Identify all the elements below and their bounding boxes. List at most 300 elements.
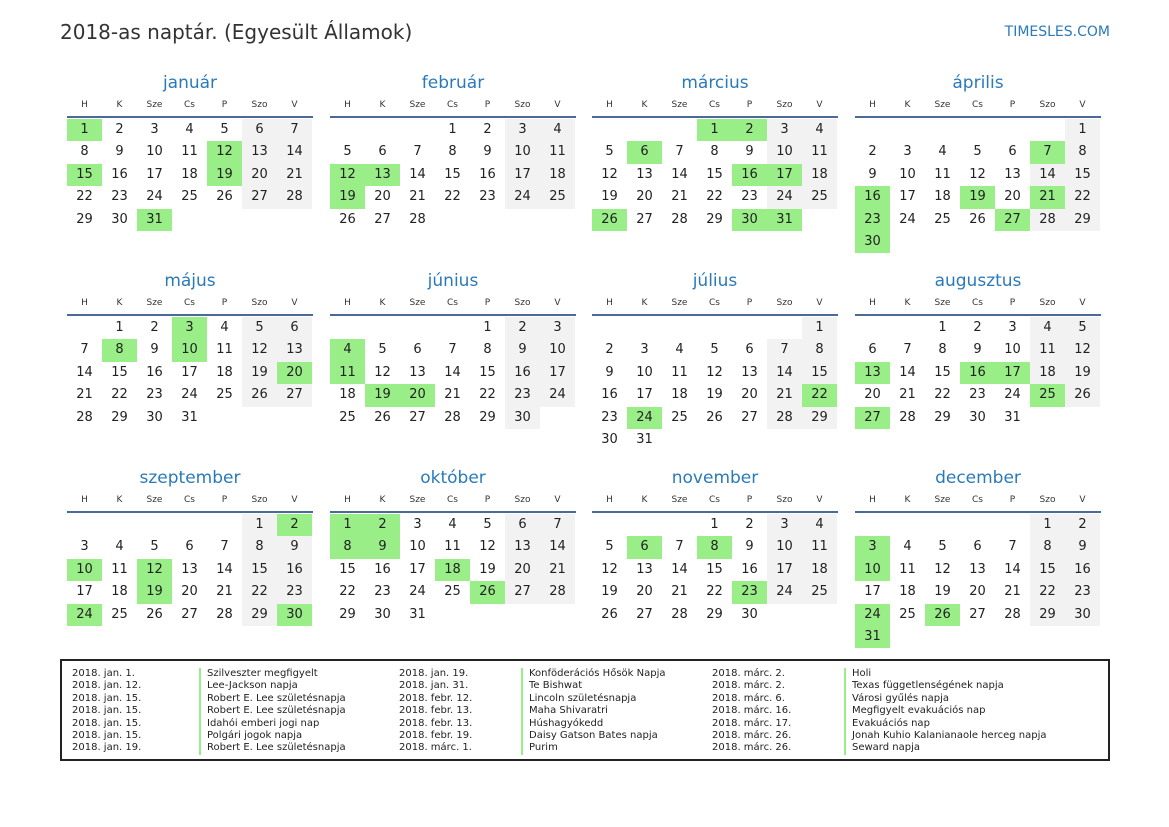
day-cell: 5 <box>938 539 947 555</box>
day-cell: 19 <box>706 387 723 403</box>
day-cell: 28 <box>671 211 688 227</box>
legend-date: 2018. jan. 15. <box>72 692 142 704</box>
day-cell: 16 <box>277 559 312 581</box>
day-cell: 21 <box>767 384 802 406</box>
day-cell: 29 <box>479 409 496 425</box>
day-cell: 1 <box>710 517 719 532</box>
day-cell: 15 <box>111 364 128 380</box>
day-cell: 14 <box>409 166 426 182</box>
day-cell: 11 <box>444 539 461 555</box>
empty-cell <box>960 119 995 141</box>
legend-column-names-1 <box>199 668 346 755</box>
day-cell: 27 <box>409 409 426 425</box>
day-cell: 21 <box>277 164 312 186</box>
day-cell: 13 <box>409 364 426 380</box>
day-cell: 11 <box>181 144 198 160</box>
empty-cell <box>855 514 890 536</box>
holiday-day-cell: 2 <box>277 514 312 536</box>
weekday-label: H <box>81 100 88 110</box>
holiday-day-cell: 1 <box>330 514 365 536</box>
weekday-label: V <box>1079 495 1086 505</box>
holiday-day-cell: 22 <box>802 384 837 406</box>
empty-cell <box>592 514 627 536</box>
day-cell: 23 <box>146 387 163 403</box>
holiday-day-cell: 23 <box>855 209 890 231</box>
day-cell: 19 <box>601 189 618 205</box>
day-cell: 29 <box>76 211 93 227</box>
day-cell: 20 <box>741 387 758 403</box>
weekday-label: Sze <box>671 298 688 308</box>
day-cell: 12 <box>374 364 391 380</box>
day-cell: 17 <box>864 584 881 600</box>
holiday-day-cell: 19 <box>137 581 172 603</box>
weekday-label: Sze <box>934 298 951 308</box>
month-name: április <box>952 73 1004 93</box>
legend-date: 2018. febr. 13. <box>399 717 473 729</box>
legend-date: 2018. jan. 15. <box>72 717 142 729</box>
weekday-label: K <box>904 298 911 308</box>
site-link[interactable]: TIMESLES.COM <box>1004 24 1110 40</box>
day-cell: 25 <box>802 186 837 208</box>
empty-cell <box>627 119 662 141</box>
page-title: 2018-as naptár. (Egyesült Államok) <box>60 20 413 44</box>
holiday-day-cell: 27 <box>855 407 890 429</box>
weekday-header <box>855 489 1101 511</box>
day-cell: 24 <box>409 584 426 600</box>
day-cell: 13 <box>505 536 540 558</box>
day-cell: 18 <box>1030 362 1065 384</box>
day-cell: 17 <box>146 166 163 182</box>
weekday-label: P <box>221 298 228 308</box>
weekday-label: V <box>816 100 823 110</box>
day-cell: 1 <box>1030 514 1065 536</box>
month-block <box>592 270 838 451</box>
day-cell: 15 <box>479 364 496 380</box>
month-divider <box>592 116 838 118</box>
day-cell: 11 <box>802 536 837 558</box>
day-cell: 12 <box>706 364 723 380</box>
weekday-label: V <box>554 298 561 308</box>
weekday-header <box>592 292 838 314</box>
day-cell: 29 <box>111 409 128 425</box>
weekday-label: H <box>344 298 351 308</box>
weekday-label: H <box>81 298 88 308</box>
day-cell: 25 <box>802 581 837 603</box>
holiday-day-cell: 10 <box>855 559 890 581</box>
day-cell: 2 <box>745 517 754 532</box>
holiday-day-cell: 16 <box>732 164 767 186</box>
weekday-label: H <box>869 100 876 110</box>
day-cell: 15 <box>242 559 277 581</box>
day-grid <box>67 317 313 429</box>
weekday-label: Szo <box>514 495 531 505</box>
day-cell: 27 <box>181 606 198 622</box>
day-cell: 13 <box>277 339 312 361</box>
day-cell: 10 <box>540 339 575 361</box>
empty-cell <box>365 317 400 339</box>
day-cell: 3 <box>640 342 649 358</box>
holiday-day-cell: 8 <box>102 339 137 361</box>
day-cell: 13 <box>741 364 758 380</box>
day-cell: 28 <box>899 409 916 425</box>
day-cell: 5 <box>483 517 492 532</box>
day-cell: 16 <box>505 362 540 384</box>
holiday-day-cell: 19 <box>960 186 995 208</box>
empty-cell <box>592 119 627 141</box>
holiday-day-cell: 19 <box>207 164 242 186</box>
day-cell: 9 <box>505 339 540 361</box>
day-cell: 28 <box>409 211 426 227</box>
empty-cell <box>995 119 1030 141</box>
weekday-label: H <box>81 495 88 505</box>
holiday-day-cell: 8 <box>697 536 732 558</box>
weekday-label: H <box>344 100 351 110</box>
day-cell: 21 <box>671 584 688 600</box>
weekday-label: V <box>554 100 561 110</box>
day-grid <box>855 119 1101 253</box>
weekday-label: K <box>641 100 648 110</box>
day-cell: 22 <box>242 581 277 603</box>
holiday-day-cell: 31 <box>137 209 172 231</box>
month-block <box>67 270 313 429</box>
day-cell: 18 <box>802 559 837 581</box>
day-cell: 14 <box>444 364 461 380</box>
day-cell: 18 <box>111 584 128 600</box>
day-cell: 14 <box>76 364 93 380</box>
legend-holiday-name: Jonah Kuhio Kalanianaole herceg napja <box>844 730 1047 742</box>
legend-holiday-name: Robert E. Lee születésnapja <box>199 693 346 705</box>
day-cell: 21 <box>1004 584 1021 600</box>
weekday-label: P <box>484 298 491 308</box>
day-cell: 25 <box>181 189 198 205</box>
legend-holiday-name: Húshagyókedd <box>521 718 665 730</box>
month-name: február <box>421 73 485 93</box>
month-block <box>855 72 1101 253</box>
day-cell: 17 <box>181 364 198 380</box>
month-divider <box>67 511 313 513</box>
day-cell: 30 <box>741 606 758 622</box>
day-cell: 23 <box>1065 581 1100 603</box>
day-cell: 29 <box>1030 604 1065 626</box>
day-cell: 18 <box>540 164 575 186</box>
day-cell: 20 <box>636 189 653 205</box>
empty-cell <box>102 514 137 536</box>
day-cell: 10 <box>1004 342 1021 358</box>
day-cell: 28 <box>277 186 312 208</box>
holiday-day-cell: 31 <box>855 626 890 648</box>
day-cell: 30 <box>111 211 128 227</box>
day-cell: 6 <box>745 342 754 358</box>
weekday-label: V <box>816 298 823 308</box>
day-cell: 26 <box>216 189 233 205</box>
day-cell: 7 <box>675 144 684 160</box>
empty-cell <box>592 317 627 339</box>
day-cell: 18 <box>802 164 837 186</box>
empty-cell <box>400 119 435 141</box>
day-cell: 5 <box>150 539 159 555</box>
day-cell: 9 <box>150 342 159 358</box>
day-cell: 21 <box>76 387 93 403</box>
day-cell: 1 <box>1065 119 1100 141</box>
legend-date: 2018. jan. 1. <box>72 668 135 679</box>
day-cell: 12 <box>934 561 951 577</box>
month-divider <box>592 314 838 316</box>
holiday-day-cell: 15 <box>67 164 102 186</box>
day-cell: 19 <box>601 584 618 600</box>
weekday-label: K <box>379 100 386 110</box>
holiday-day-cell: 8 <box>330 536 365 558</box>
day-cell: 27 <box>374 211 391 227</box>
day-cell: 4 <box>448 517 457 532</box>
weekday-label: Sze <box>146 298 163 308</box>
day-cell: 18 <box>181 166 198 182</box>
holiday-day-cell: 24 <box>67 604 102 626</box>
weekday-label: V <box>1079 100 1086 110</box>
day-cell: 14 <box>1030 164 1065 186</box>
weekday-label: Sze <box>671 100 688 110</box>
holiday-day-cell: 10 <box>67 559 102 581</box>
day-cell: 16 <box>374 561 391 577</box>
day-cell: 8 <box>242 536 277 558</box>
holiday-day-cell: 17 <box>995 362 1030 384</box>
empty-cell <box>890 514 925 536</box>
day-cell: 1 <box>483 320 492 335</box>
day-cell: 30 <box>969 409 986 425</box>
legend-date: 2018. febr. 12. <box>399 692 473 704</box>
day-cell: 28 <box>1004 606 1021 622</box>
legend-column-names-3 <box>844 668 1047 755</box>
day-cell: 18 <box>216 364 233 380</box>
weekday-label: K <box>116 298 123 308</box>
day-cell: 8 <box>1065 141 1100 163</box>
day-cell: 2 <box>505 317 540 339</box>
day-cell: 3 <box>80 539 89 555</box>
day-cell: 25 <box>216 387 233 403</box>
legend-date: 2018. jan. 15. <box>72 705 142 717</box>
day-cell: 24 <box>505 186 540 208</box>
day-cell: 15 <box>706 166 723 182</box>
holiday-day-cell: 16 <box>855 186 890 208</box>
day-cell: 31 <box>1004 409 1021 425</box>
day-cell: 31 <box>181 409 198 425</box>
legend-holiday-name: Purim <box>521 742 665 754</box>
day-cell: 10 <box>899 166 916 182</box>
weekday-label: Cs <box>447 298 458 308</box>
day-cell: 21 <box>540 559 575 581</box>
day-cell: 27 <box>636 606 653 622</box>
month-name: november <box>671 468 759 488</box>
day-cell: 9 <box>483 144 492 160</box>
day-cell: 14 <box>767 362 802 384</box>
holiday-day-cell: 23 <box>732 581 767 603</box>
legend-date: 2018. jan. 12. <box>72 680 142 692</box>
day-cell: 6 <box>973 539 982 555</box>
legend-date: 2018. márc. 6. <box>712 692 785 704</box>
day-cell: 20 <box>242 164 277 186</box>
weekday-label: P <box>484 100 491 110</box>
day-cell: 26 <box>146 606 163 622</box>
day-cell: 6 <box>413 342 422 358</box>
day-cell: 8 <box>710 144 719 160</box>
day-cell: 8 <box>938 342 947 358</box>
day-cell: 26 <box>969 211 986 227</box>
weekday-label: Sze <box>146 495 163 505</box>
weekday-label: Szo <box>251 100 268 110</box>
weekday-label: Cs <box>447 495 458 505</box>
day-cell: 15 <box>339 561 356 577</box>
day-cell: 2 <box>115 122 124 137</box>
weekday-label: Cs <box>184 495 195 505</box>
month-divider <box>592 511 838 513</box>
day-cell: 10 <box>767 536 802 558</box>
day-cell: 7 <box>277 119 312 141</box>
day-cell: 20 <box>181 584 198 600</box>
weekday-label: K <box>641 495 648 505</box>
day-cell: 14 <box>216 561 233 577</box>
legend-column-dates-3 <box>712 668 791 755</box>
day-cell: 25 <box>899 606 916 622</box>
holiday-day-cell: 24 <box>855 604 890 626</box>
day-cell: 30 <box>1065 604 1100 626</box>
weekday-header <box>592 94 838 116</box>
legend-holiday-name: Konföderációs Hősök Napja <box>521 668 665 680</box>
legend-holiday-name: Maha Shivaratri <box>521 705 665 717</box>
day-cell: 15 <box>706 561 723 577</box>
holiday-day-cell: 3 <box>855 536 890 558</box>
holiday-day-cell: 16 <box>960 362 995 384</box>
day-cell: 4 <box>938 144 947 160</box>
holiday-day-cell: 3 <box>172 317 207 339</box>
empty-cell <box>137 514 172 536</box>
day-cell: 22 <box>111 387 128 403</box>
day-cell: 26 <box>1065 384 1100 406</box>
day-cell: 14 <box>277 141 312 163</box>
day-cell: 22 <box>706 584 723 600</box>
day-cell: 7 <box>675 539 684 555</box>
empty-cell <box>207 514 242 536</box>
weekday-header <box>855 292 1101 314</box>
legend-holiday-name: Idahói emberi jogi nap <box>199 718 346 730</box>
legend-holiday-name: Robert E. Lee születésnapja <box>199 742 346 754</box>
day-cell: 7 <box>1008 539 1017 555</box>
day-cell: 17 <box>636 387 653 403</box>
day-cell: 2 <box>605 342 614 358</box>
weekday-label: Szo <box>251 298 268 308</box>
weekday-label: P <box>221 495 228 505</box>
day-cell: 21 <box>216 584 233 600</box>
day-cell: 29 <box>1065 209 1100 231</box>
day-cell: 5 <box>242 317 277 339</box>
empty-cell <box>67 317 102 339</box>
day-grid <box>330 514 576 626</box>
day-cell: 20 <box>505 559 540 581</box>
month-divider <box>855 116 1101 118</box>
day-cell: 30 <box>505 407 540 429</box>
day-cell: 28 <box>216 606 233 622</box>
day-cell: 23 <box>374 584 391 600</box>
holiday-day-cell: 4 <box>330 339 365 361</box>
day-cell: 11 <box>802 141 837 163</box>
month-divider <box>330 314 576 316</box>
empty-cell <box>662 317 697 339</box>
day-cell: 22 <box>479 387 496 403</box>
day-cell: 10 <box>409 539 426 555</box>
legend-column-names-2 <box>521 668 665 755</box>
day-cell: 18 <box>934 189 951 205</box>
holiday-day-cell: 21 <box>1030 186 1065 208</box>
day-cell: 28 <box>671 606 688 622</box>
empty-cell <box>172 514 207 536</box>
day-cell: 31 <box>636 431 653 447</box>
empty-cell <box>330 317 365 339</box>
day-cell: 25 <box>540 186 575 208</box>
day-cell: 1 <box>448 122 457 137</box>
empty-cell <box>855 317 890 339</box>
day-cell: 5 <box>220 122 229 137</box>
day-cell: 6 <box>277 317 312 339</box>
day-cell: 23 <box>277 581 312 603</box>
weekday-header <box>67 292 313 314</box>
month-block <box>855 467 1101 648</box>
legend-holiday-name: Texas függetlenségének napja <box>844 680 1047 692</box>
month-name: január <box>162 73 218 93</box>
month-divider <box>330 511 576 513</box>
weekday-label: K <box>116 100 123 110</box>
weekday-label: V <box>291 495 298 505</box>
weekday-label: Sze <box>146 100 163 110</box>
holiday-day-cell: 20 <box>277 362 312 384</box>
empty-cell <box>732 317 767 339</box>
month-block <box>330 72 576 231</box>
day-cell: 24 <box>899 211 916 227</box>
month-divider <box>330 116 576 118</box>
day-cell: 4 <box>185 122 194 137</box>
day-cell: 11 <box>1030 339 1065 361</box>
empty-cell <box>1030 119 1065 141</box>
holiday-day-cell: 19 <box>365 384 400 406</box>
day-cell: 5 <box>973 144 982 160</box>
day-cell: 6 <box>242 119 277 141</box>
empty-cell <box>925 514 960 536</box>
day-cell: 3 <box>413 517 422 532</box>
weekday-label: Szo <box>1039 100 1056 110</box>
day-cell: 16 <box>111 166 128 182</box>
day-cell: 20 <box>1004 189 1021 205</box>
day-cell: 2 <box>483 122 492 137</box>
weekday-header <box>330 292 576 314</box>
day-cell: 2 <box>868 144 877 160</box>
day-cell: 3 <box>767 514 802 536</box>
month-name: július <box>692 271 738 291</box>
month-block <box>330 270 576 429</box>
weekday-label: K <box>116 495 123 505</box>
weekday-label: V <box>816 495 823 505</box>
day-cell: 4 <box>802 514 837 536</box>
day-cell: 9 <box>745 144 754 160</box>
empty-cell <box>960 514 995 536</box>
empty-cell <box>627 317 662 339</box>
day-cell: 12 <box>969 166 986 182</box>
legend-date: 2018. márc. 16. <box>712 705 792 717</box>
day-cell: 6 <box>1008 144 1017 160</box>
empty-cell <box>890 119 925 141</box>
day-cell: 27 <box>969 606 986 622</box>
day-cell: 29 <box>802 407 837 429</box>
weekday-label: K <box>904 100 911 110</box>
day-cell: 2 <box>150 320 159 335</box>
month-name: március <box>681 73 749 93</box>
day-cell: 10 <box>146 144 163 160</box>
